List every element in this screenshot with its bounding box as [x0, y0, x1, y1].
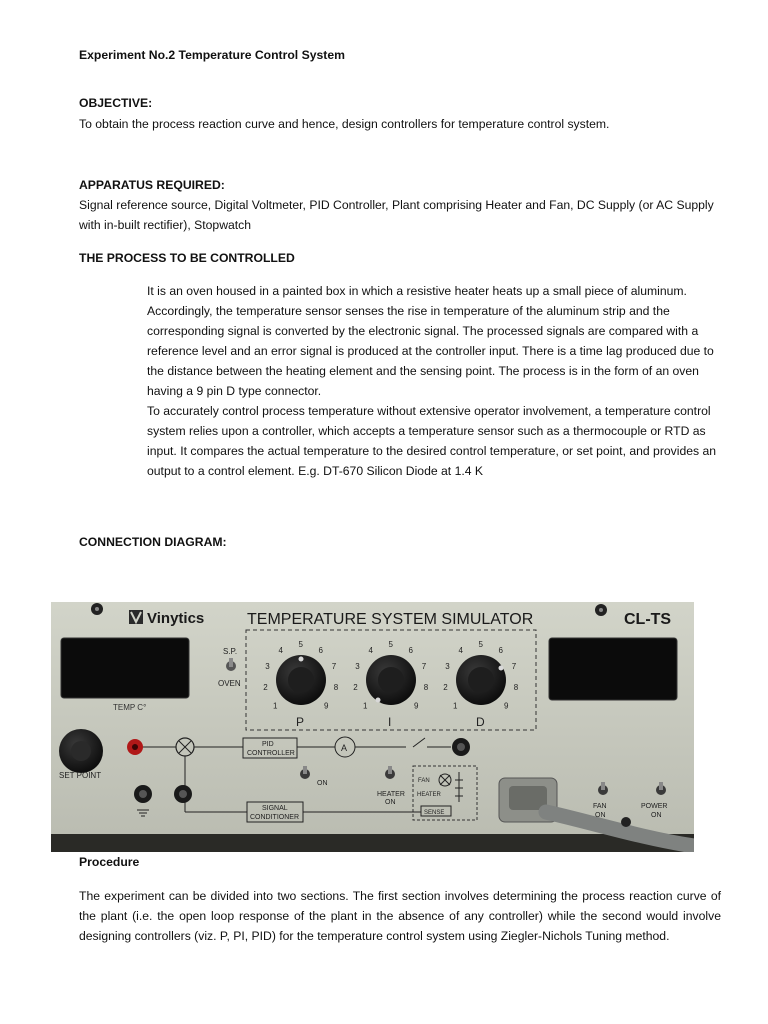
signal-label: SIGNAL	[262, 805, 288, 812]
objective-heading: OBJECTIVE:	[79, 96, 153, 110]
dial-number: 5	[478, 640, 483, 649]
process-paragraph-1: It is an oven housed in a painted box in which a resistive heater heats up a small piece of aluminum. Accordingly, the temperature sensor senses the rise in temperature of the aluminum strip and the corresponding signal is converted by the electronic signal. The processed signals are compared with a reference level and an error signal is produced at the controller input. There is a time lag produced due to the distance between the heating element and the sensing point. The process is in the form of an oven having a 9 pin D type connector.	[147, 284, 714, 398]
power-on-label-1: POWER	[641, 803, 668, 810]
process-paragraph-2: To accurately control process temperature without extensive operator involvement, a temperature control system relies upon a controller, which accepts a temperature sensor such as a thermocouple or RTD as input. It compares the actual temperature to the desired control temperature, or set point, and provides an output to a control element. E.g. DT-670 Silicon Diode at 1.4 K	[147, 404, 717, 478]
fan-on-label-2: ON	[595, 812, 606, 819]
dial-number: 5	[298, 640, 303, 649]
apparatus-text: Signal reference source, Digital Voltmeter, PID Controller, Plant comprising Heater and Fan, DC Supply (or AC Supply with in-built rectifier), Stopwatch	[79, 198, 714, 232]
fan-label: FAN	[418, 778, 430, 784]
controller-on-label: ON	[317, 780, 328, 787]
dial-number: 7	[331, 662, 337, 672]
ammeter-label: A	[341, 743, 348, 753]
dial-number: 1	[363, 701, 368, 711]
process-heading: THE PROCESS TO BE CONTROLLED	[79, 251, 295, 265]
knob-p[interactable]	[276, 655, 326, 705]
procedure-heading: Procedure	[79, 855, 140, 869]
dial-number: 4	[458, 646, 463, 656]
dial-number: 3	[265, 662, 270, 672]
set-point-knob[interactable]	[59, 729, 103, 773]
page-title: Experiment No.2 Temperature Control System	[79, 48, 345, 62]
panel-title: TEMPERATURE SYSTEM SIMULATOR	[247, 611, 534, 628]
dial-number: 9	[414, 701, 419, 711]
dial-number: 4	[278, 646, 283, 656]
connection-diagram-photo	[51, 602, 694, 852]
dial-number: 2	[443, 683, 448, 692]
dial-number: 7	[511, 662, 517, 672]
dial-number: 4	[368, 646, 373, 656]
knob-d[interactable]	[456, 655, 506, 705]
dial-number: 2	[353, 683, 358, 692]
knob-i[interactable]	[366, 655, 416, 705]
dial-number: 6	[408, 646, 413, 656]
objective-text: To obtain the process reaction curve and hence, design controllers for temperature control system.	[79, 117, 610, 131]
dial-number: 8	[333, 683, 339, 692]
model-label: CL-TS	[624, 611, 672, 628]
power-on-label-2: ON	[651, 812, 662, 819]
temp-label: TEMP C°	[113, 703, 147, 712]
panel-bottom-edge	[51, 834, 694, 852]
dial-number: 6	[498, 646, 503, 656]
sp-label: S.P.	[223, 647, 238, 656]
fan-on-label-1: FAN	[593, 803, 607, 810]
dial-number: 9	[504, 701, 509, 711]
knob-i-label: I	[388, 715, 392, 729]
dial-number: 1	[453, 701, 458, 711]
dial-number: 8	[423, 683, 429, 692]
heater-on-label-2: ON	[385, 799, 396, 806]
dial-number: 7	[421, 662, 427, 672]
knob-d-label: D	[476, 715, 485, 729]
set-point-display	[549, 638, 677, 700]
temperature-display	[61, 638, 189, 698]
dial-number: 6	[318, 646, 323, 656]
dial-number: 5	[388, 640, 393, 649]
dial-number: 9	[324, 701, 329, 711]
dial-number: 3	[355, 662, 360, 672]
controller-label: CONTROLLER	[247, 750, 295, 757]
oven-label: OVEN	[218, 679, 241, 688]
pid-label: PID	[262, 741, 274, 748]
connection-diagram-heading: CONNECTION DIAGRAM:	[79, 535, 227, 549]
set-point-label: SET POINT	[59, 771, 102, 780]
procedure-text: The experiment can be divided into two sections. The first section involves determining the process reaction curve of the plant (i.e. the open loop response of the plant in the absence of any controller) while the second would involve designing controllers (viz. P, PI, PID) for the temperature control system using Ziegler-Nichols Tuning method.	[79, 889, 721, 943]
heater-on-label-1: HEATER	[377, 791, 405, 798]
panel-screw	[621, 817, 631, 827]
dial-number: 2	[263, 683, 268, 692]
dial-number: 3	[445, 662, 450, 672]
brand-name: Vinytics	[147, 610, 205, 627]
dial-number: 1	[273, 701, 278, 711]
apparatus-heading: APPARATUS REQUIRED:	[79, 178, 225, 192]
knob-p-label: P	[296, 715, 305, 729]
dial-number: 8	[513, 683, 519, 692]
heater-label: HEATER	[417, 792, 441, 798]
conditioner-label: CONDITIONER	[250, 814, 299, 821]
sense-label: SENSE	[424, 810, 445, 816]
